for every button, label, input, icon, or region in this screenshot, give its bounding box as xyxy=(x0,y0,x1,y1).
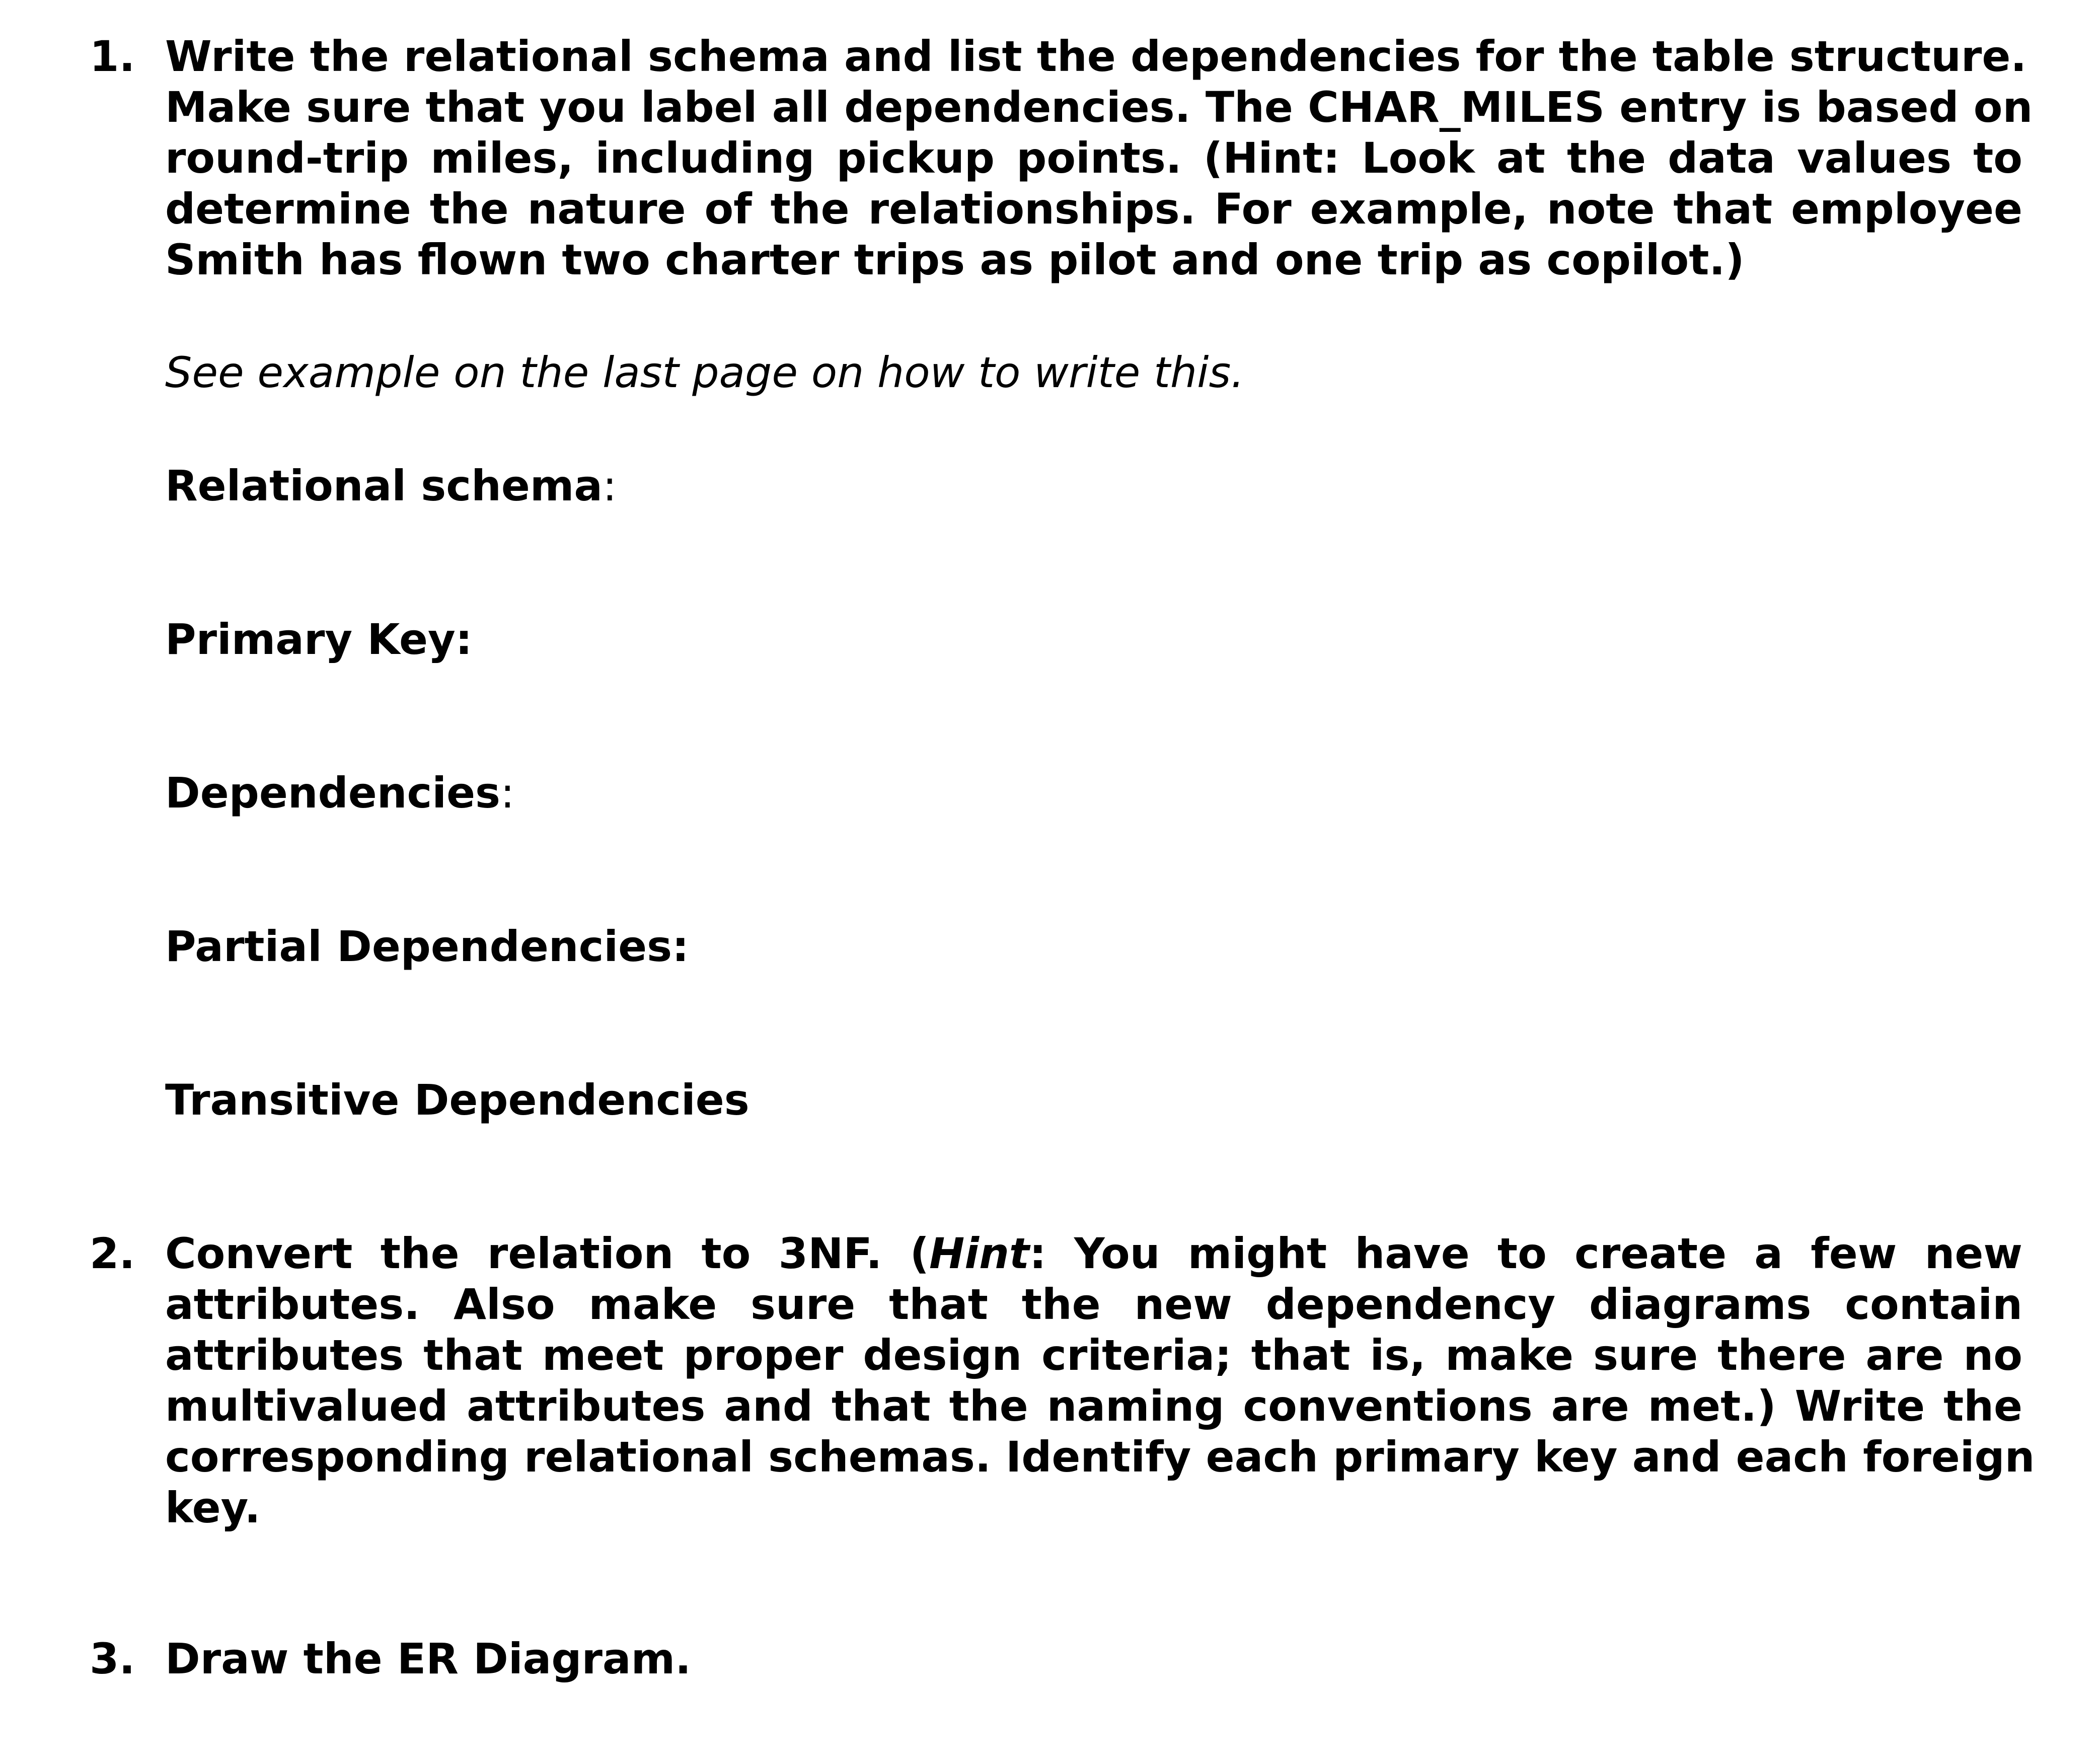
question-1-text xyxy=(165,31,2033,285)
question-2-line-1-prefix: Convert the relation to 3NF. ( xyxy=(165,1229,929,1278)
relational-schema-colon: : xyxy=(603,461,617,510)
dependencies-colon: : xyxy=(500,768,515,818)
example-note: See example on the last page on how to write this. xyxy=(165,348,1244,397)
partial-dependencies-label: Partial Dependencies: xyxy=(165,922,689,971)
question-2-line-6: key. xyxy=(165,1483,261,1532)
question-3-number: 3. xyxy=(90,1634,135,1683)
question-2-line-1-suffix: : You might have to create a few new xyxy=(1029,1229,2023,1278)
dependencies-label xyxy=(165,768,514,819)
dependencies-label-text: Dependencies xyxy=(165,768,501,818)
question-2-line-2: attributes. Also make sure that the new dependency diagrams contain xyxy=(165,1280,2022,1329)
question-1-line-4: determine the nature of the relationships. For example, note that employee xyxy=(165,184,2022,234)
question-1-line-3: round-trip miles, including pickup points. (Hint: Look at the data values to xyxy=(165,133,2022,183)
relational-schema-label xyxy=(165,461,617,511)
question-1-line-5: Smith has flown two charter trips as pilot and one trip as copilot.) xyxy=(165,235,1745,284)
question-2-number: 2. xyxy=(90,1229,135,1278)
question-2-line-4: multivalued attributes and that the naming conventions are met.) Write the xyxy=(165,1381,2022,1431)
question-1-line-2: Make sure that you label all dependencies. The CHAR_MILES entry is based on xyxy=(165,83,2033,132)
question-2-line-1 xyxy=(165,1228,2022,1279)
question-2-line-3: attributes that meet proper design criteria; that is, make sure there are no xyxy=(165,1331,2022,1380)
primary-key-label: Primary Key: xyxy=(165,615,473,664)
question-2-line-5: corresponding relational schemas. Identify each primary key and each foreign xyxy=(165,1432,2035,1482)
question-3-text: Draw the ER Diagram. xyxy=(165,1634,692,1683)
question-1-number: 1. xyxy=(90,32,135,81)
question-2-hint-word: Hint xyxy=(929,1229,1030,1278)
relational-schema-label-text: Relational schema xyxy=(165,461,603,510)
transitive-dependencies-label: Transitive Dependencies xyxy=(165,1075,749,1125)
question-2-text xyxy=(165,1228,2035,1533)
question-1-line-1: Write the relational schema and list the dependencies for the table structure. xyxy=(165,32,2027,81)
